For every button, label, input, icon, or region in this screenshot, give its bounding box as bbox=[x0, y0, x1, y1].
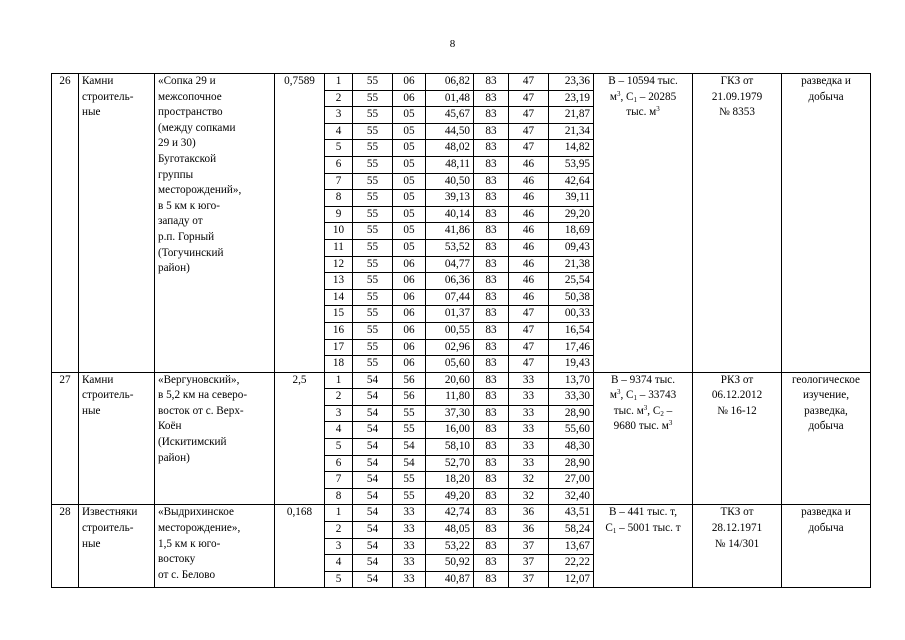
coordinate-cell: 83 bbox=[474, 422, 509, 439]
coordinate-cell: 11 bbox=[325, 239, 353, 256]
coordinate-cell: 50,92 bbox=[426, 555, 474, 572]
coordinate-cell: 9 bbox=[325, 206, 353, 223]
coordinate-cell: 06,36 bbox=[426, 273, 474, 290]
coordinate-cell: 55 bbox=[353, 156, 393, 173]
coordinate-cell: 36 bbox=[509, 522, 549, 539]
coordinate-cell: 6 bbox=[325, 156, 353, 173]
reserves-sup: 3 bbox=[616, 89, 621, 98]
coordinate-cell: 33 bbox=[393, 571, 426, 588]
reserves-text: – bbox=[663, 404, 673, 417]
approval-document: ТКЗ от 28.12.1971 № 14/301 bbox=[693, 505, 782, 588]
coordinate-cell: 83 bbox=[474, 372, 509, 389]
coordinate-cell: 52,70 bbox=[426, 455, 474, 472]
coordinate-cell: 3 bbox=[325, 107, 353, 124]
coordinate-cell: 83 bbox=[474, 439, 509, 456]
coordinate-cell: 33 bbox=[393, 505, 426, 522]
coordinate-cell: 54 bbox=[353, 472, 393, 489]
coordinate-cell: 05 bbox=[393, 190, 426, 207]
coordinate-cell: 83 bbox=[474, 306, 509, 323]
coordinate-cell: 55 bbox=[353, 123, 393, 140]
reserves-text: – 33743 bbox=[637, 389, 677, 402]
coordinate-cell: 83 bbox=[474, 90, 509, 107]
coordinate-cell: 55 bbox=[353, 107, 393, 124]
table-row bbox=[52, 74, 871, 91]
coordinate-cell: 48,02 bbox=[426, 140, 474, 157]
coordinate-cell: 32,40 bbox=[549, 488, 594, 505]
coordinate-cell: 5 bbox=[325, 571, 353, 588]
coordinate-cell: 48,30 bbox=[549, 439, 594, 456]
coordinate-cell: 23,19 bbox=[549, 90, 594, 107]
coordinate-cell: 55 bbox=[353, 339, 393, 356]
coordinate-cell: 46 bbox=[509, 239, 549, 256]
coordinate-cell: 54 bbox=[353, 505, 393, 522]
coordinate-cell: 1 bbox=[325, 74, 353, 91]
coordinate-cell: 05 bbox=[393, 140, 426, 157]
coordinate-cell: 48,05 bbox=[426, 522, 474, 539]
coordinate-cell: 33 bbox=[509, 422, 549, 439]
coordinate-cell: 3 bbox=[325, 405, 353, 422]
coordinate-cell: 06 bbox=[393, 74, 426, 91]
coordinate-cell: 13,70 bbox=[549, 372, 594, 389]
coordinate-cell: 33 bbox=[509, 405, 549, 422]
coordinate-cell: 04,77 bbox=[426, 256, 474, 273]
coordinate-cell: 83 bbox=[474, 522, 509, 539]
coordinate-cell: 06 bbox=[393, 322, 426, 339]
coordinate-cell: 47 bbox=[509, 306, 549, 323]
mineral-type: Камни строитель- ные bbox=[79, 372, 155, 505]
coordinate-cell: 42,64 bbox=[549, 173, 594, 190]
coordinate-cell: 05 bbox=[393, 206, 426, 223]
coordinate-cell: 28,90 bbox=[549, 405, 594, 422]
coordinate-cell: 05 bbox=[393, 239, 426, 256]
coordinate-cell: 33 bbox=[393, 522, 426, 539]
coordinate-cell: 14,82 bbox=[549, 140, 594, 157]
reserves-text: м bbox=[609, 90, 617, 103]
reserves-text: В – 9374 тыс. bbox=[611, 373, 675, 386]
coordinate-cell: 47 bbox=[509, 90, 549, 107]
coordinate-cell: 55,60 bbox=[549, 422, 594, 439]
coordinate-cell: 33 bbox=[393, 538, 426, 555]
coordinate-cell: 55 bbox=[393, 405, 426, 422]
coordinate-cell: 5 bbox=[325, 140, 353, 157]
coordinate-cell: 83 bbox=[474, 223, 509, 240]
coordinate-cell: 55 bbox=[353, 140, 393, 157]
coordinate-cell: 55 bbox=[353, 206, 393, 223]
coordinate-cell: 54 bbox=[353, 522, 393, 539]
reserves bbox=[594, 372, 693, 505]
coordinate-cell: 47 bbox=[509, 74, 549, 91]
coordinate-cell: 83 bbox=[474, 455, 509, 472]
coordinate-cell: 37 bbox=[509, 555, 549, 572]
coordinate-cell: 37,30 bbox=[426, 405, 474, 422]
coordinate-cell: 41,86 bbox=[426, 223, 474, 240]
coordinate-cell: 18,69 bbox=[549, 223, 594, 240]
approval-document: ГКЗ от 21.09.1979 № 8353 bbox=[693, 74, 782, 373]
coordinate-cell: 10 bbox=[325, 223, 353, 240]
deposit-location: «Сопка 29 и межсопочное пространство (между сопками 29 и 30) Буготакской группы месторождений», в 5 км к юго- западу от р.п. Горный (Тогучинский район) bbox=[155, 74, 275, 373]
coordinate-cell: 4 bbox=[325, 123, 353, 140]
coordinate-cell: 83 bbox=[474, 339, 509, 356]
coordinate-cell: 8 bbox=[325, 190, 353, 207]
deposit-area: 2,5 bbox=[275, 372, 325, 505]
coordinate-cell: 2 bbox=[325, 389, 353, 406]
coordinate-cell: 32 bbox=[509, 472, 549, 489]
coordinate-cell: 54 bbox=[353, 538, 393, 555]
coordinate-cell: 06 bbox=[393, 306, 426, 323]
coordinate-cell: 50,38 bbox=[549, 289, 594, 306]
coordinate-cell: 05 bbox=[393, 223, 426, 240]
coordinate-cell: 55 bbox=[353, 256, 393, 273]
coordinate-cell: 47 bbox=[509, 107, 549, 124]
usage-type: геологическое изучение, разведка, добыча bbox=[782, 372, 871, 505]
reserves-text: В – 441 тыс. т, bbox=[608, 506, 678, 519]
coordinate-cell: 49,20 bbox=[426, 488, 474, 505]
coordinate-cell: 54 bbox=[353, 372, 393, 389]
reserves-text: 9680 тыс. м bbox=[613, 420, 669, 433]
coordinate-cell: 36 bbox=[509, 505, 549, 522]
coordinate-cell: 47 bbox=[509, 140, 549, 157]
coordinate-cell: 39,13 bbox=[426, 190, 474, 207]
coordinate-cell: 05 bbox=[393, 173, 426, 190]
coordinate-cell: 43,51 bbox=[549, 505, 594, 522]
coordinate-cell: 01,48 bbox=[426, 90, 474, 107]
reserves-sub: 2 bbox=[660, 409, 664, 418]
coordinate-cell: 83 bbox=[474, 156, 509, 173]
reserves-sub: 1 bbox=[612, 527, 617, 536]
coordinate-cell: 40,50 bbox=[426, 173, 474, 190]
coordinate-cell: 55 bbox=[353, 90, 393, 107]
coordinate-cell: 83 bbox=[474, 322, 509, 339]
coordinate-cell: 83 bbox=[474, 206, 509, 223]
coordinate-cell: 01,37 bbox=[426, 306, 474, 323]
coordinate-cell: 55 bbox=[353, 306, 393, 323]
coordinate-cell: 21,34 bbox=[549, 123, 594, 140]
coordinate-cell: 83 bbox=[474, 140, 509, 157]
deposit-area: 0,168 bbox=[275, 505, 325, 588]
reserves-sub: 1 bbox=[633, 394, 637, 403]
coordinate-cell: 06 bbox=[393, 289, 426, 306]
reserves bbox=[594, 505, 693, 588]
reserves-sup: 3 bbox=[616, 388, 621, 397]
coordinate-cell: 44,50 bbox=[426, 123, 474, 140]
coordinate-cell: 54 bbox=[393, 439, 426, 456]
coordinate-cell: 06,82 bbox=[426, 74, 474, 91]
coordinate-cell: 55 bbox=[353, 223, 393, 240]
coordinate-cell: 56 bbox=[393, 372, 426, 389]
coordinate-cell: 55 bbox=[353, 289, 393, 306]
coordinate-cell: 47 bbox=[509, 339, 549, 356]
coordinate-cell: 55 bbox=[353, 74, 393, 91]
coordinate-cell: 6 bbox=[325, 455, 353, 472]
coordinate-cell: 09,43 bbox=[549, 239, 594, 256]
deposit-number: 26 bbox=[52, 74, 79, 373]
coordinate-cell: 16,00 bbox=[426, 422, 474, 439]
coordinate-cell: 2 bbox=[325, 522, 353, 539]
coordinate-cell: 37 bbox=[509, 538, 549, 555]
coordinate-cell: 83 bbox=[474, 571, 509, 588]
coordinate-cell: 5 bbox=[325, 439, 353, 456]
deposit-area: 0,7589 bbox=[275, 74, 325, 373]
coordinate-cell: 54 bbox=[353, 571, 393, 588]
coordinate-cell: 54 bbox=[353, 405, 393, 422]
coordinate-cell: 17 bbox=[325, 339, 353, 356]
coordinate-cell: 06 bbox=[393, 90, 426, 107]
coordinate-cell: 83 bbox=[474, 173, 509, 190]
approval-document: РКЗ от 06.12.2012 № 16-12 bbox=[693, 372, 782, 505]
coordinate-cell: 1 bbox=[325, 505, 353, 522]
coordinate-cell: 54 bbox=[393, 455, 426, 472]
coordinate-cell: 83 bbox=[474, 389, 509, 406]
coordinate-cell: 05 bbox=[393, 123, 426, 140]
coordinate-cell: 02,96 bbox=[426, 339, 474, 356]
coordinate-cell: 13,67 bbox=[549, 538, 594, 555]
deposit-number: 28 bbox=[52, 505, 79, 588]
reserves-sup: 3 bbox=[656, 105, 660, 114]
deposit-number: 27 bbox=[52, 372, 79, 505]
reserves-text: – 20285 bbox=[637, 90, 677, 103]
coordinate-cell: 2 bbox=[325, 90, 353, 107]
reserves-text: , С bbox=[620, 90, 634, 103]
coordinate-cell: 54 bbox=[353, 555, 393, 572]
coordinate-cell: 00,55 bbox=[426, 322, 474, 339]
coordinate-cell: 16,54 bbox=[549, 322, 594, 339]
coordinate-cell: 46 bbox=[509, 223, 549, 240]
coordinate-cell: 58,10 bbox=[426, 439, 474, 456]
deposit-location: «Выдрихинское месторождение», 1,5 км к юго- востоку от с. Белово bbox=[155, 505, 275, 588]
coordinate-cell: 4 bbox=[325, 422, 353, 439]
coordinate-cell: 58,24 bbox=[549, 522, 594, 539]
coordinate-cell: 55 bbox=[353, 322, 393, 339]
coordinate-cell: 7 bbox=[325, 472, 353, 489]
coordinate-cell: 45,67 bbox=[426, 107, 474, 124]
coordinate-cell: 33,30 bbox=[549, 389, 594, 406]
coordinate-cell: 21,38 bbox=[549, 256, 594, 273]
coordinate-cell: 40,14 bbox=[426, 206, 474, 223]
coordinate-cell: 53,22 bbox=[426, 538, 474, 555]
reserves-text: м bbox=[609, 389, 617, 402]
mineral-type: Известняки строитель- ные bbox=[79, 505, 155, 588]
coordinate-cell: 47 bbox=[509, 123, 549, 140]
reserves-sup: 3 bbox=[643, 403, 648, 412]
coordinate-cell: 12,07 bbox=[549, 571, 594, 588]
coordinate-cell: 18 bbox=[325, 356, 353, 373]
coordinate-cell: 1 bbox=[325, 372, 353, 389]
coordinate-cell: 8 bbox=[325, 488, 353, 505]
reserves-sub: 1 bbox=[633, 95, 637, 104]
coordinate-cell: 55 bbox=[393, 488, 426, 505]
coordinate-cell: 48,11 bbox=[426, 156, 474, 173]
coordinate-cell: 33 bbox=[509, 372, 549, 389]
table-row bbox=[52, 505, 871, 522]
reserves-text: , С bbox=[620, 389, 634, 402]
coordinate-cell: 15 bbox=[325, 306, 353, 323]
coordinate-cell: 33 bbox=[509, 439, 549, 456]
page-number: 8 bbox=[449, 38, 456, 50]
coordinate-cell: 28,90 bbox=[549, 455, 594, 472]
coordinate-cell: 40,87 bbox=[426, 571, 474, 588]
deposits-table bbox=[51, 73, 871, 588]
coordinate-cell: 42,74 bbox=[426, 505, 474, 522]
coordinate-cell: 11,80 bbox=[426, 389, 474, 406]
coordinate-cell: 56 bbox=[393, 389, 426, 406]
coordinate-cell: 83 bbox=[474, 538, 509, 555]
usage-type: разведка и добыча bbox=[782, 74, 871, 373]
coordinate-cell: 55 bbox=[353, 239, 393, 256]
coordinate-cell: 13 bbox=[325, 273, 353, 290]
coordinate-cell: 33 bbox=[393, 555, 426, 572]
coordinate-cell: 47 bbox=[509, 322, 549, 339]
reserves bbox=[594, 74, 693, 373]
coordinate-cell: 55 bbox=[353, 190, 393, 207]
coordinate-cell: 54 bbox=[353, 389, 393, 406]
reserves-text: тыс. м bbox=[613, 404, 644, 417]
coordinate-cell: 23,36 bbox=[549, 74, 594, 91]
coordinate-cell: 83 bbox=[474, 256, 509, 273]
coordinate-cell: 83 bbox=[474, 239, 509, 256]
coordinate-cell: 46 bbox=[509, 289, 549, 306]
coordinate-cell: 00,33 bbox=[549, 306, 594, 323]
table-row bbox=[52, 372, 871, 389]
coordinate-cell: 05 bbox=[393, 107, 426, 124]
coordinate-cell: 53,95 bbox=[549, 156, 594, 173]
coordinate-cell: 46 bbox=[509, 256, 549, 273]
coordinate-cell: 22,22 bbox=[549, 555, 594, 572]
coordinate-cell: 37 bbox=[509, 571, 549, 588]
coordinate-cell: 83 bbox=[474, 74, 509, 91]
coordinate-cell: 25,54 bbox=[549, 273, 594, 290]
mineral-type: Камни строитель- ные bbox=[79, 74, 155, 373]
coordinate-cell: 17,46 bbox=[549, 339, 594, 356]
coordinate-cell: 19,43 bbox=[549, 356, 594, 373]
coordinate-cell: 83 bbox=[474, 555, 509, 572]
usage-type: разведка и добыча bbox=[782, 505, 871, 588]
coordinate-cell: 83 bbox=[474, 107, 509, 124]
coordinate-cell: 14 bbox=[325, 289, 353, 306]
coordinate-cell: 55 bbox=[353, 356, 393, 373]
coordinate-cell: 54 bbox=[353, 439, 393, 456]
coordinate-cell: 83 bbox=[474, 356, 509, 373]
coordinate-cell: 47 bbox=[509, 356, 549, 373]
coordinate-cell: 3 bbox=[325, 538, 353, 555]
coordinate-cell: 20,60 bbox=[426, 372, 474, 389]
coordinate-cell: 83 bbox=[474, 273, 509, 290]
coordinate-cell: 54 bbox=[353, 488, 393, 505]
coordinate-cell: 05,60 bbox=[426, 356, 474, 373]
coordinate-cell: 55 bbox=[353, 173, 393, 190]
coordinate-cell: 83 bbox=[474, 488, 509, 505]
coordinate-cell: 39,11 bbox=[549, 190, 594, 207]
coordinate-cell: 06 bbox=[393, 273, 426, 290]
reserves-text: – 5001 тыс. т bbox=[616, 522, 681, 535]
coordinate-cell: 06 bbox=[393, 256, 426, 273]
coordinate-cell: 83 bbox=[474, 472, 509, 489]
coordinate-cell: 55 bbox=[393, 472, 426, 489]
coordinate-cell: 12 bbox=[325, 256, 353, 273]
coordinate-cell: 83 bbox=[474, 123, 509, 140]
coordinate-cell: 4 bbox=[325, 555, 353, 572]
coordinate-cell: 46 bbox=[509, 190, 549, 207]
coordinate-cell: 06 bbox=[393, 339, 426, 356]
coordinate-cell: 83 bbox=[474, 190, 509, 207]
coordinate-cell: 54 bbox=[353, 422, 393, 439]
coordinate-cell: 54 bbox=[353, 455, 393, 472]
coordinate-cell: 07,44 bbox=[426, 289, 474, 306]
coordinate-cell: 46 bbox=[509, 173, 549, 190]
coordinate-cell: 55 bbox=[393, 422, 426, 439]
coordinate-cell: 33 bbox=[509, 455, 549, 472]
reserves-text: тыс. м bbox=[626, 106, 657, 119]
coordinate-cell: 18,20 bbox=[426, 472, 474, 489]
deposit-location: «Вергуновский», в 5,2 км на северо- восток от с. Верх- Коён (Искитимский район) bbox=[155, 372, 275, 505]
coordinate-cell: 46 bbox=[509, 273, 549, 290]
coordinate-cell: 21,87 bbox=[549, 107, 594, 124]
coordinate-cell: 05 bbox=[393, 156, 426, 173]
coordinate-cell: 29,20 bbox=[549, 206, 594, 223]
coordinate-cell: 27,00 bbox=[549, 472, 594, 489]
coordinate-cell: 7 bbox=[325, 173, 353, 190]
reserves-sup: 3 bbox=[668, 419, 673, 428]
reserves-text: С bbox=[605, 522, 613, 535]
coordinate-cell: 32 bbox=[509, 488, 549, 505]
coordinate-cell: 83 bbox=[474, 289, 509, 306]
coordinate-cell: 53,52 bbox=[426, 239, 474, 256]
coordinate-cell: 33 bbox=[509, 389, 549, 406]
reserves-text: , С bbox=[647, 404, 661, 417]
coordinate-cell: 46 bbox=[509, 156, 549, 173]
coordinate-cell: 83 bbox=[474, 405, 509, 422]
coordinate-cell: 06 bbox=[393, 356, 426, 373]
reserves-text: В – 10594 тыс. bbox=[608, 75, 678, 87]
coordinate-cell: 46 bbox=[509, 206, 549, 223]
coordinate-cell: 83 bbox=[474, 505, 509, 522]
coordinate-cell: 16 bbox=[325, 322, 353, 339]
coordinate-cell: 55 bbox=[353, 273, 393, 290]
